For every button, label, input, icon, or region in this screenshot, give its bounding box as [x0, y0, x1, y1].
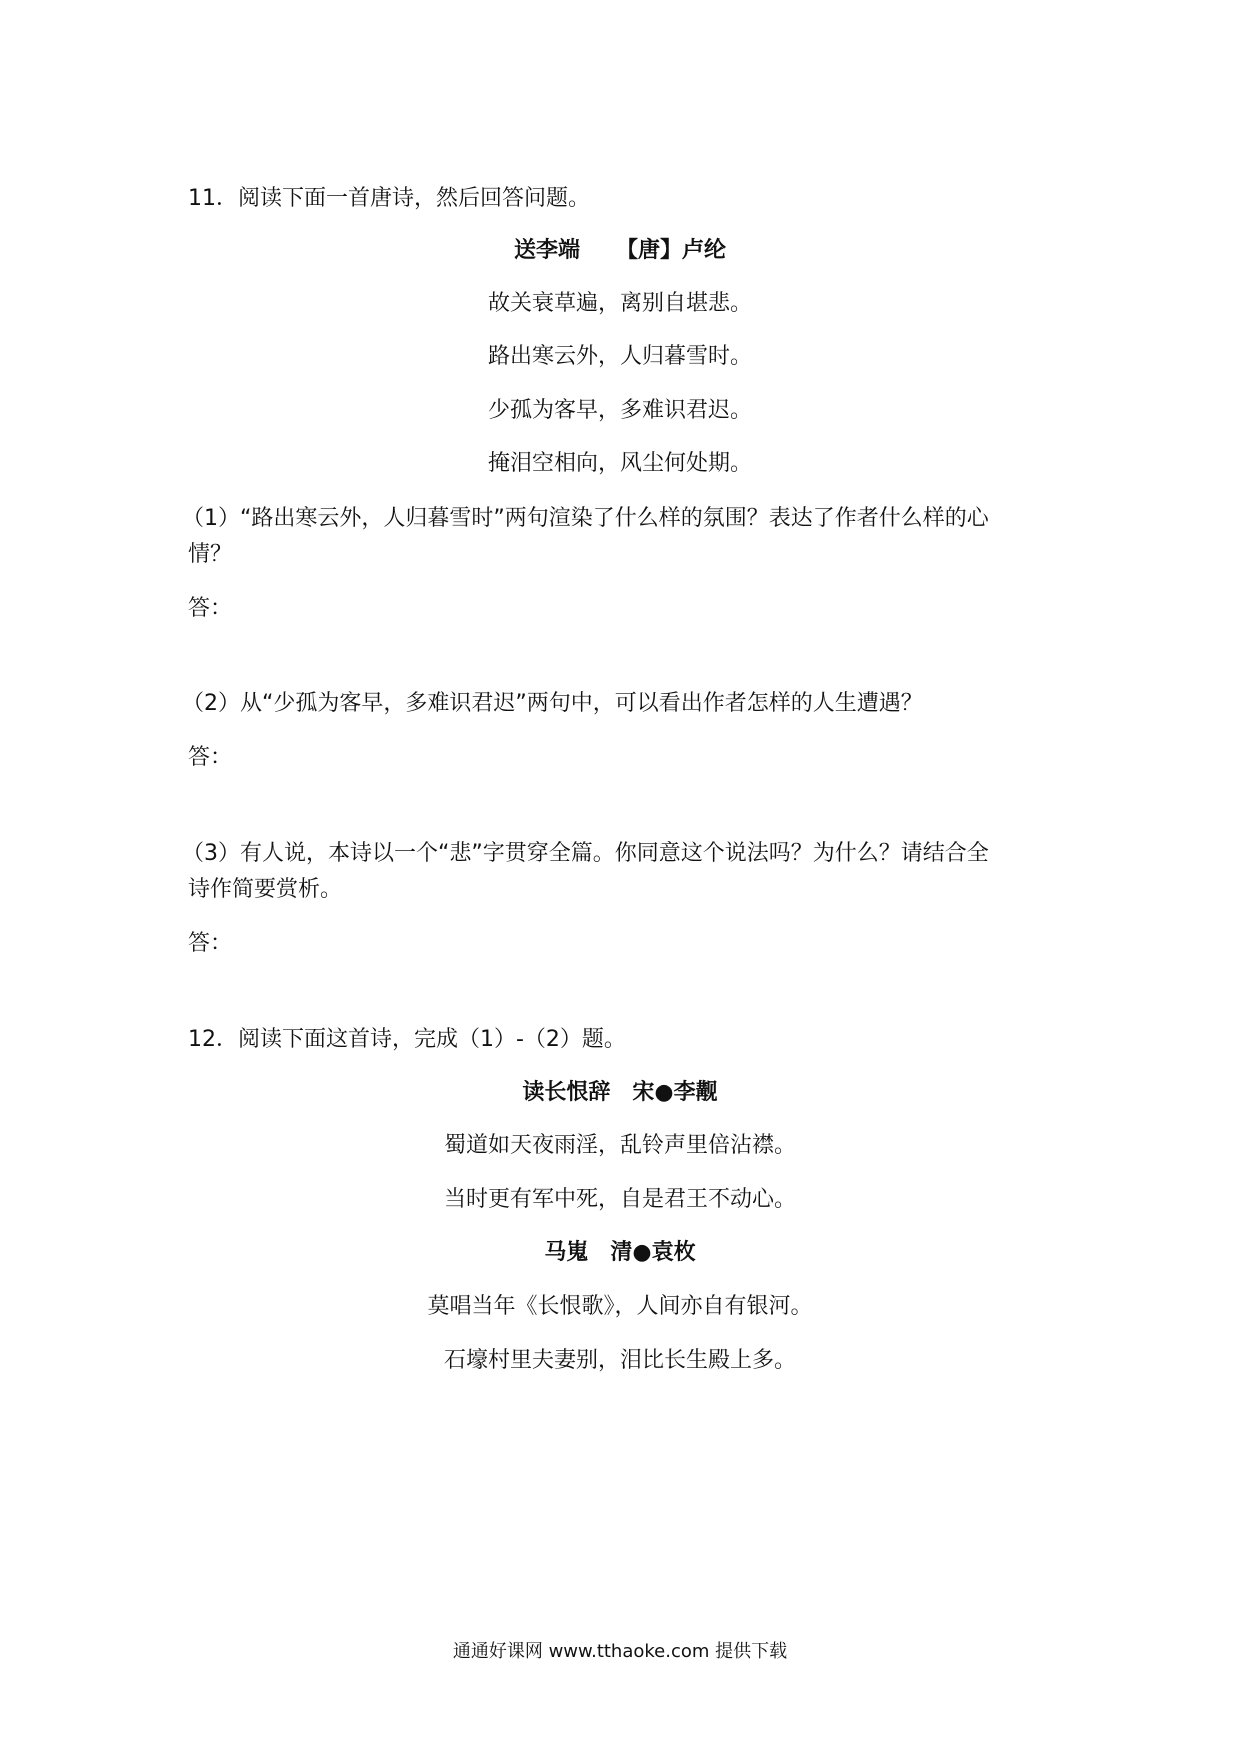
- poem-author: 宋●李觏: [632, 1080, 718, 1105]
- poem-title: [0, 1238, 1240, 1268]
- poem-title-text: 送李端: [513, 238, 580, 263]
- sub-question-3-cont: 诗作简要赏析。: [188, 877, 343, 902]
- poem-title-text: 马嵬: [544, 1240, 589, 1265]
- sub-question-2: （2）从“少孤为客早，多难识君迟”两句中，可以看出作者怎样的人生遭遇？: [182, 691, 923, 716]
- poem-line: 路出寒云外，人归暮雪时。: [487, 344, 752, 369]
- poem-author: 清●袁枚: [610, 1240, 696, 1265]
- poem-line: 少孤为客早，多难识君迟。: [487, 398, 752, 423]
- answer-label: 答：: [188, 931, 233, 956]
- poem-author: 【唐】卢纶: [616, 238, 727, 263]
- question-12-prompt: 12．阅读下面这首诗，完成（1）-（2）题。: [188, 1027, 626, 1052]
- answer-label: 答：: [188, 596, 233, 621]
- poem-line: 石壕村里夫妻别，泪比长生殿上多。: [443, 1348, 796, 1373]
- poem-title: [0, 236, 1240, 266]
- poem-line: 掩泪空相向，风尘何处期。: [487, 451, 752, 476]
- poem-line: 莫唱当年《长恨歌》，人间亦自有银河。: [427, 1294, 813, 1319]
- poem-line: 故关衰草遍，离别自堪悲。: [487, 291, 752, 316]
- poem-line: 当时更有军中死，自是君王不动心。: [443, 1187, 796, 1212]
- answer-label: 答：: [188, 745, 233, 770]
- poem-line: 蜀道如天夜雨淫，乱铃声里倍沾襟。: [443, 1133, 796, 1158]
- sub-question-1-cont: 情？: [188, 542, 233, 567]
- poem-title-text: 读长恨辞: [522, 1080, 611, 1105]
- sub-question-3: （3）有人说，本诗以一个“悲”字贯穿全篇。你同意这个说法吗？为什么？请结合全: [182, 841, 989, 866]
- page-footer: 通通好课网 www.tthaoke.com 提供下载: [452, 1641, 788, 1662]
- sub-question-1: （1）“路出寒云外，人归暮雪时”两句渲染了什么样的氛围？表达了作者什么样的心: [182, 506, 989, 531]
- question-11-prompt: 11．阅读下面一首唐诗，然后回答问题。: [188, 186, 590, 211]
- poem-title: [0, 1078, 1240, 1108]
